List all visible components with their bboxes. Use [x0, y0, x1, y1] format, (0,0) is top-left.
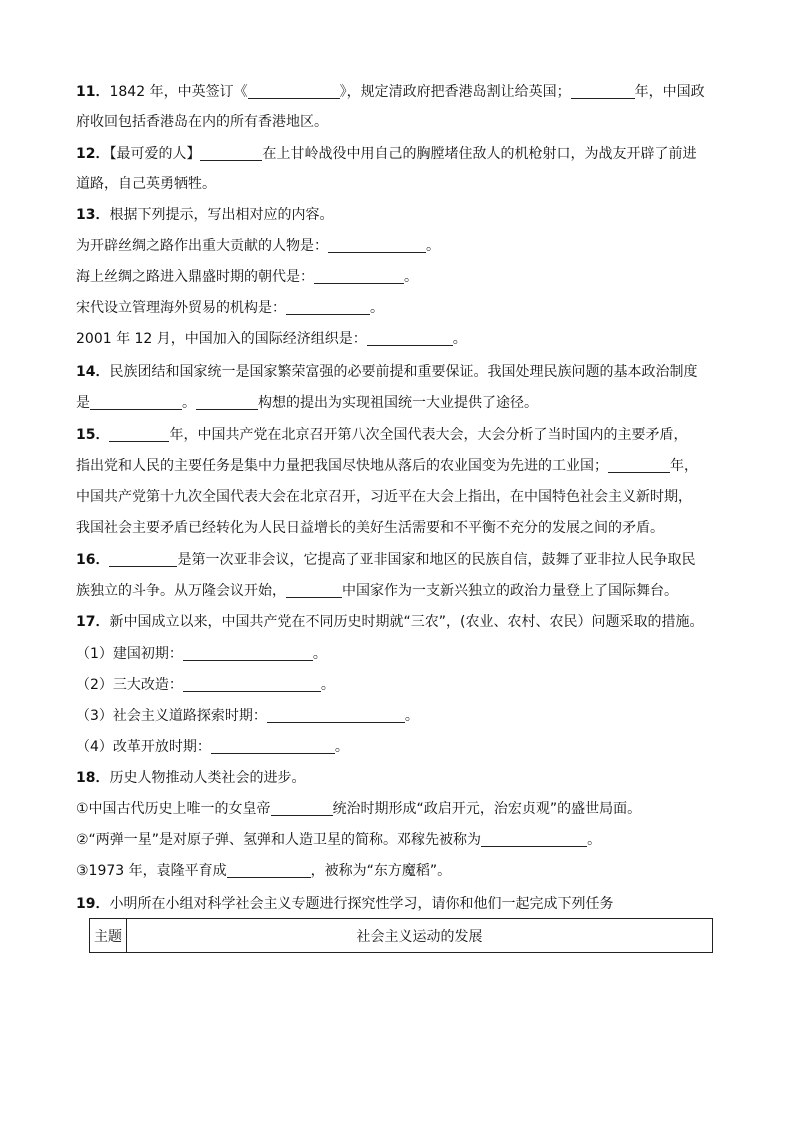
answer-blank[interactable] [608, 457, 670, 473]
question-18-item-1: ①中国古代历史上唯一的女皇帝 统治时期形成“政启开元，治宏贞观”的盛世局面。 [76, 801, 642, 817]
answer-blank[interactable] [183, 645, 313, 661]
question-15-line-3: 中国共产党第十九次全国代表大会在北京召开，习近平在大会上指出，在中国特色社会主义新时期， [76, 489, 692, 505]
question-13-item-1: 为开辟丝绸之路作出重大贡献的人物是： 。 [76, 238, 440, 254]
question-18-stem: 18．历史人物推动人类社会的进步。 [76, 770, 306, 786]
answer-blank[interactable] [200, 145, 262, 161]
question-16-line-2: 族独立的斗争。从万隆会议开始， 中国家作为一支新兴独立的政治力量登上了国际舞台。 [76, 583, 678, 599]
question-14-line-2: 是 。 构想的提出为实现祖国统一大业提供了途径。 [76, 395, 538, 411]
answer-blank[interactable] [90, 394, 182, 410]
question-13-stem: 13．根据下列提示，写出相对应的内容。 [76, 207, 334, 223]
question-14-line-1: 14．民族团结和国家统一是国家繁荣富强的必要前提和重要保证。我国处理民族问题的基本政治制度 [76, 364, 698, 380]
answer-blank[interactable] [267, 707, 405, 723]
question-17-item-1: （1）建国初期： 。 [76, 646, 327, 662]
question-17-stem: 17．新中国成立以来，中国共产党在不同历史时期就“三农”，(农业、农村、农民）问题采取的措施。 [76, 614, 704, 630]
table-value-cell: 社会主义运动的发展 [127, 919, 713, 953]
answer-blank[interactable] [271, 800, 333, 816]
answer-blank[interactable] [328, 237, 426, 253]
question-15-line-1: 15． 年，中国共产党在北京召开第八次全国代表大会，大会分析了当时国内的主要矛盾， [76, 427, 688, 443]
answer-blank[interactable] [109, 551, 177, 567]
question-11-line-2: 府收回包括香港岛在内的所有香港地区。 [76, 114, 328, 130]
answer-blank[interactable] [248, 83, 340, 99]
answer-blank[interactable] [286, 299, 370, 315]
answer-blank[interactable] [183, 676, 321, 692]
question-17-item-4: （4）改革开放时期： 。 [76, 739, 349, 755]
answer-blank[interactable] [109, 426, 169, 442]
question-17-item-3: （3）社会主义道路探索时期： 。 [76, 708, 419, 724]
answer-blank[interactable] [286, 582, 342, 598]
question-18-item-3: ③1973 年，袁隆平育成 ，被称为“东方魔稻”。 [76, 863, 452, 879]
table-key-cell: 主题 [90, 919, 127, 953]
answer-blank[interactable] [227, 862, 311, 878]
answer-blank[interactable] [571, 83, 635, 99]
question-13-item-4: 2001 年 12 月，中国加入的国际经济组织是： 。 [76, 331, 467, 347]
question-12-line-1: 12．【最可爱的人】 在上甘岭战役中用自己的胸膛堵住敌人的机枪射口，为战友开辟了前进 [76, 146, 697, 162]
table-row [90, 919, 713, 953]
question-17-item-2: （2）三大改造： 。 [76, 677, 335, 693]
answer-blank[interactable] [196, 394, 258, 410]
question-13-item-3: 宋代设立管理海外贸易的机构是： 。 [76, 300, 384, 316]
question-12-line-2: 道路，自己英勇牺牲。 [76, 176, 216, 192]
question-15-line-2: 指出党和人民的主要任务是集中力量把我国尽快地从落后的农业国变为先进的工业国； 年， [76, 458, 698, 474]
answer-blank[interactable] [211, 738, 335, 754]
question-11-line-1: 11．1842 年，中英签订《 》，规定清政府把香港岛割让给英国； 年，中国政 [76, 84, 705, 100]
answer-blank[interactable] [481, 831, 587, 847]
answer-blank[interactable] [314, 268, 404, 284]
question-19-stem: 19．小明所在小组对科学社会主义专题进行探究性学习，请你和他们一起完成下列任务 [76, 896, 614, 912]
question-18-item-2: ②“两弹一星”是对原子弹、氢弹和人造卫星的简称。邓稼先被称为 。 [76, 832, 602, 848]
theme-table [89, 918, 713, 953]
question-15-line-4: 我国社会主要矛盾已经转化为人民日益增长的美好生活需要和不平衡不充分的发展之间的矛盾。 [76, 520, 664, 536]
answer-blank[interactable] [367, 330, 453, 346]
question-13-item-2: 海上丝绸之路进入鼎盛时期的朝代是： 。 [76, 269, 418, 285]
question-16-line-1: 16． 是第一次亚非会议，它提高了亚非国家和地区的民族自信，鼓舞了亚非拉人民争取民 [76, 552, 696, 568]
